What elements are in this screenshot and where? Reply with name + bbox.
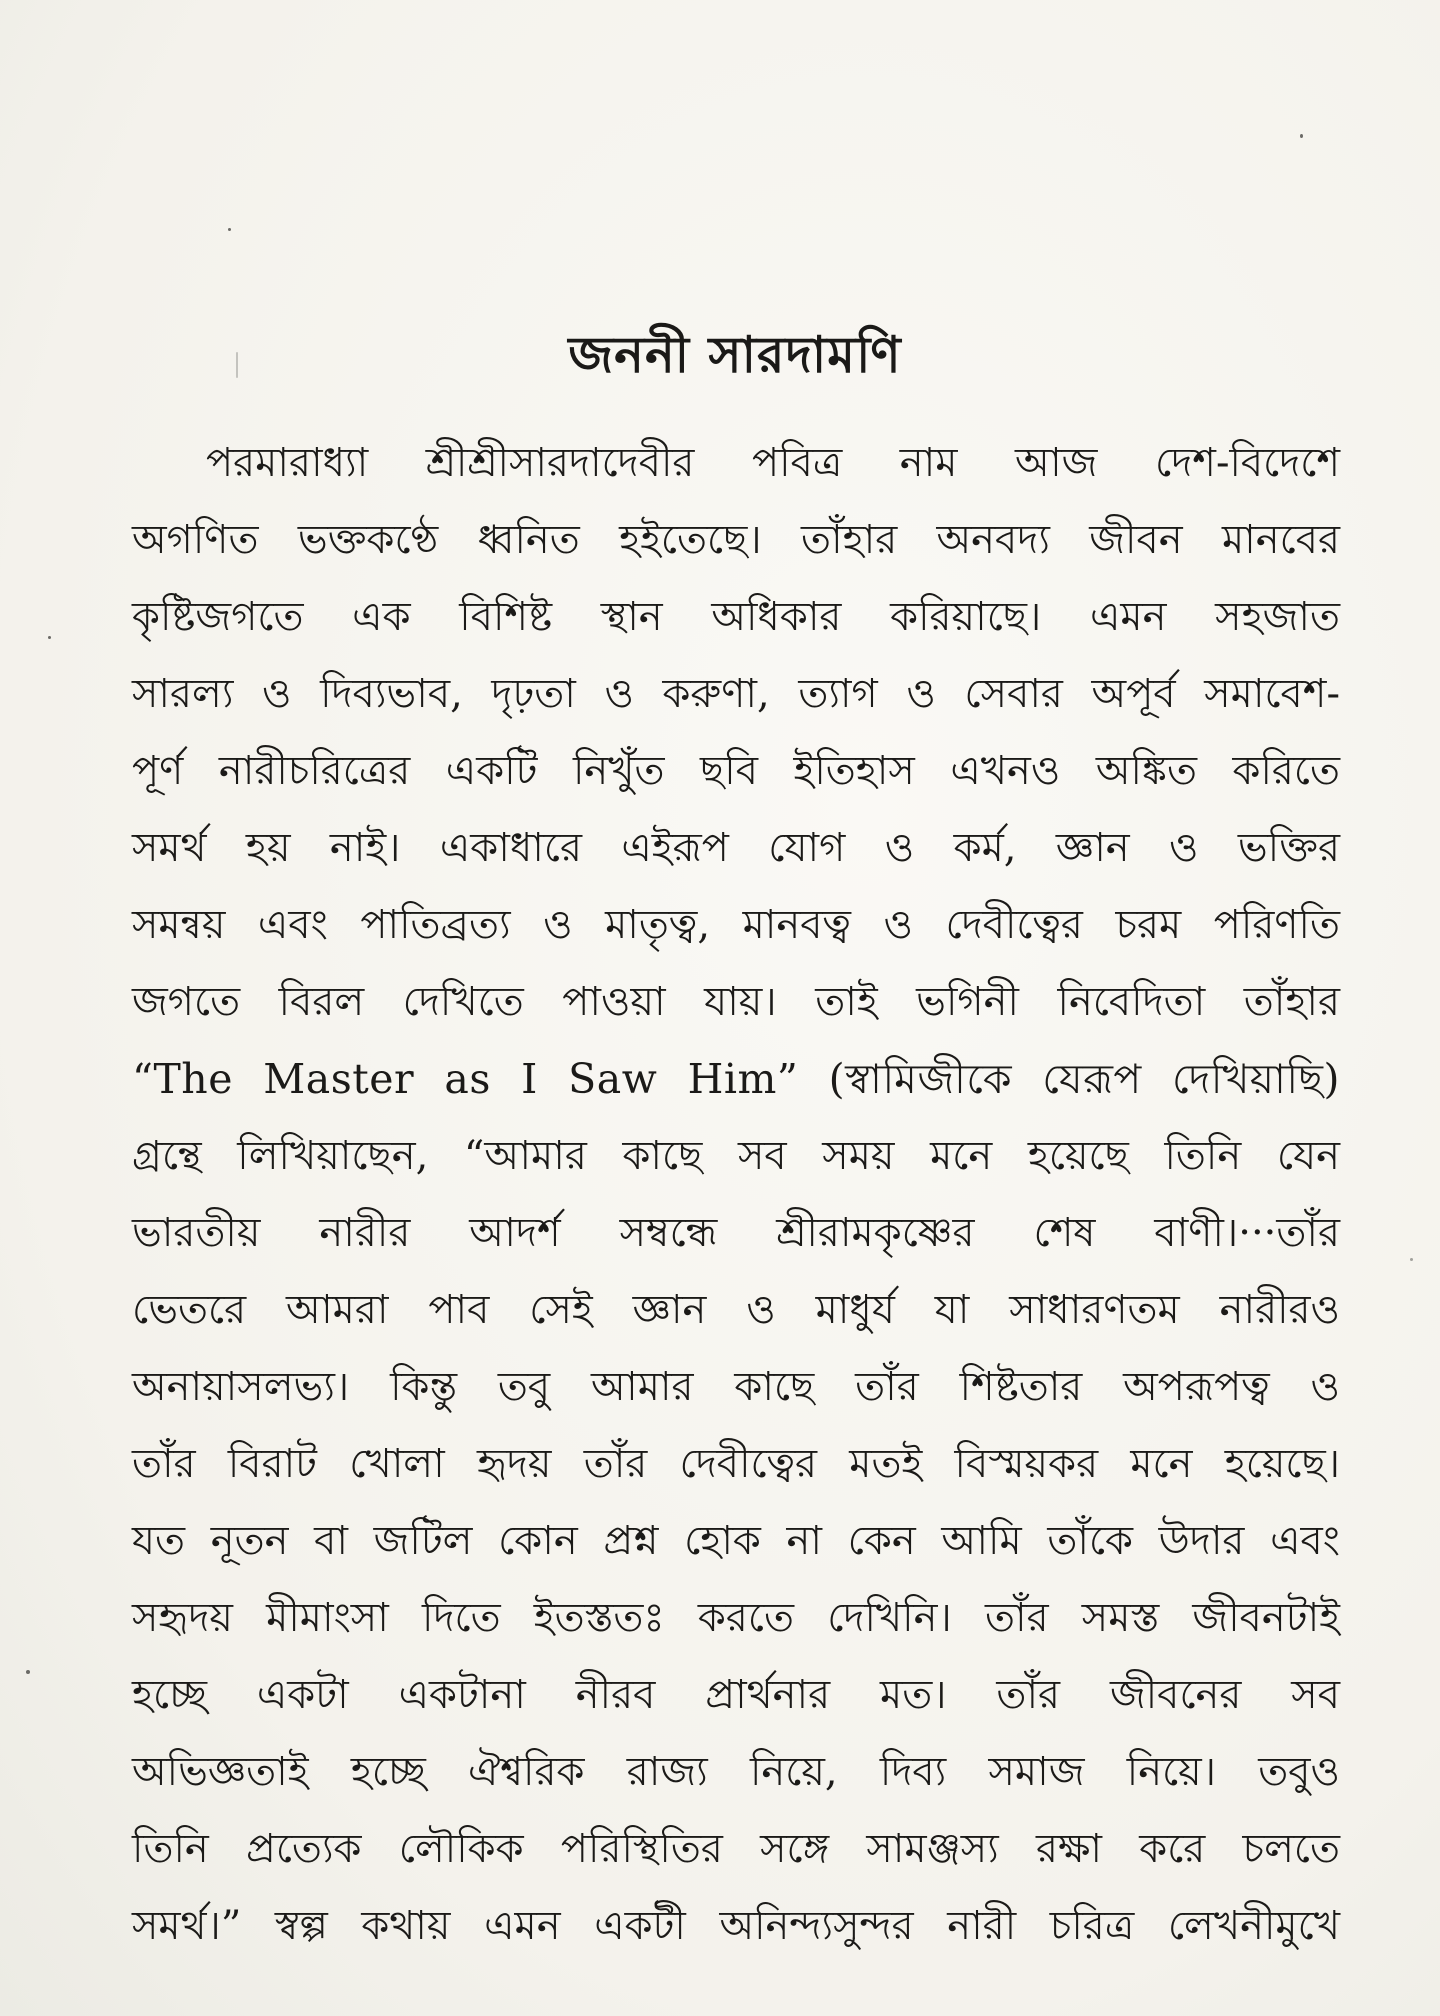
text-line: তাঁর বিরাট খোলা হৃদয় তাঁর দেবীত্বের মতই বিস্ময়কর মনে হয়েছে।: [132, 1441, 1340, 1487]
paper-speck: [1410, 1258, 1413, 1261]
paper-speck: [26, 1670, 30, 1674]
text-line: গ্রন্থে লিখিয়াছেন, “আমার কাছে সব সময় মনে হয়েছে তিনি যেন: [132, 1133, 1340, 1179]
text-line: অভিজ্ঞতাই হচ্ছে ঐশ্বরিক রাজ্য নিয়ে, দিব্য সমাজ নিয়ে। তবুও: [132, 1749, 1340, 1795]
paper-speck: [1300, 134, 1303, 138]
text-line: জগতে বিরল দেখিতে পাওয়া যায়। তাই ভগিনী নিবেদিতা তাঁহার: [132, 979, 1340, 1025]
text-line: সারল্য ও দিব্যভাব, দৃঢ়তা ও করুণা, ত্যাগ ও সেবার অপূর্ব সমাবেশ-: [132, 671, 1340, 717]
text-line: হচ্ছে একটা একটানা নীরব প্রার্থনার মত। তাঁর জীবনের সব: [132, 1672, 1340, 1718]
text-line: পূর্ণ নারীচরিত্রের একটি নিখুঁত ছবি ইতিহাস এখনও অঙ্কিত করিতে: [132, 748, 1340, 794]
text-line: সমর্থ হয় নাই। একাধারে এইরূপ যোগ ও কর্ম, জ্ঞান ও ভক্তির: [132, 825, 1340, 871]
text-line: যত নূতন বা জটিল কোন প্রশ্ন হোক না কেন আমি তাঁকে উদার এবং: [132, 1518, 1340, 1564]
text-line: সহৃদয় মীমাংসা দিতে ইতস্ততঃ করতে দেখিনি। তাঁর সমস্ত জীবনটাই: [132, 1595, 1340, 1641]
paper-speck: [48, 636, 51, 639]
text-line: অগণিত ভক্তকণ্ঠে ধ্বনিত হইতেছে। তাঁহার অনবদ্য জীবন মানবের: [132, 517, 1340, 563]
paragraph: [132, 425, 1340, 1965]
text-line: কৃষ্টিজগতে এক বিশিষ্ট স্থান অধিকার করিয়াছে। এমন সহজাত: [132, 594, 1340, 640]
text-line: সমন্বয় এবং পাতিব্রত্য ও মাতৃত্ব, মানবত্ব ও দেবীত্বের চরম পরিণতি: [132, 902, 1340, 948]
text-line: ভারতীয় নারীর আদর্শ সম্বন্ধে শ্রীরামকৃষ্ণের শেষ বাণী।···তাঁর: [132, 1210, 1340, 1256]
text-line: তিনি প্রত্যেক লৌকিক পরিস্থিতির সঙ্গে সামঞ্জস্য রক্ষা করে চলতে: [132, 1826, 1340, 1872]
text-line: অনায়াসলভ্য। কিন্তু তবু আমার কাছে তাঁর শিষ্টতার অপরূপত্ব ও: [132, 1364, 1340, 1410]
chapter-title: জননী সারদামণি: [568, 325, 902, 384]
text-line: সমর্থ।” স্বল্প কথায় এমন একটী অনিন্দ্যসুন্দর নারী চরিত্র লেখনীমুখে: [132, 1903, 1340, 1949]
paper-speck: [228, 228, 231, 231]
text-line: পরমারাধ্যা শ্রীশ্রীসারদাদেবীর পবিত্র নাম আজ দেশ-বিদেশে: [206, 440, 1340, 486]
text-line: “The Master as I Saw Him” (স্বামিজীকে যেরূপ দেখিয়াছি): [132, 1055, 1340, 1103]
text-line: ভেতরে আমরা পাব সেই জ্ঞান ও মাধুর্য যা সাধারণতম নারীরও: [132, 1287, 1340, 1333]
